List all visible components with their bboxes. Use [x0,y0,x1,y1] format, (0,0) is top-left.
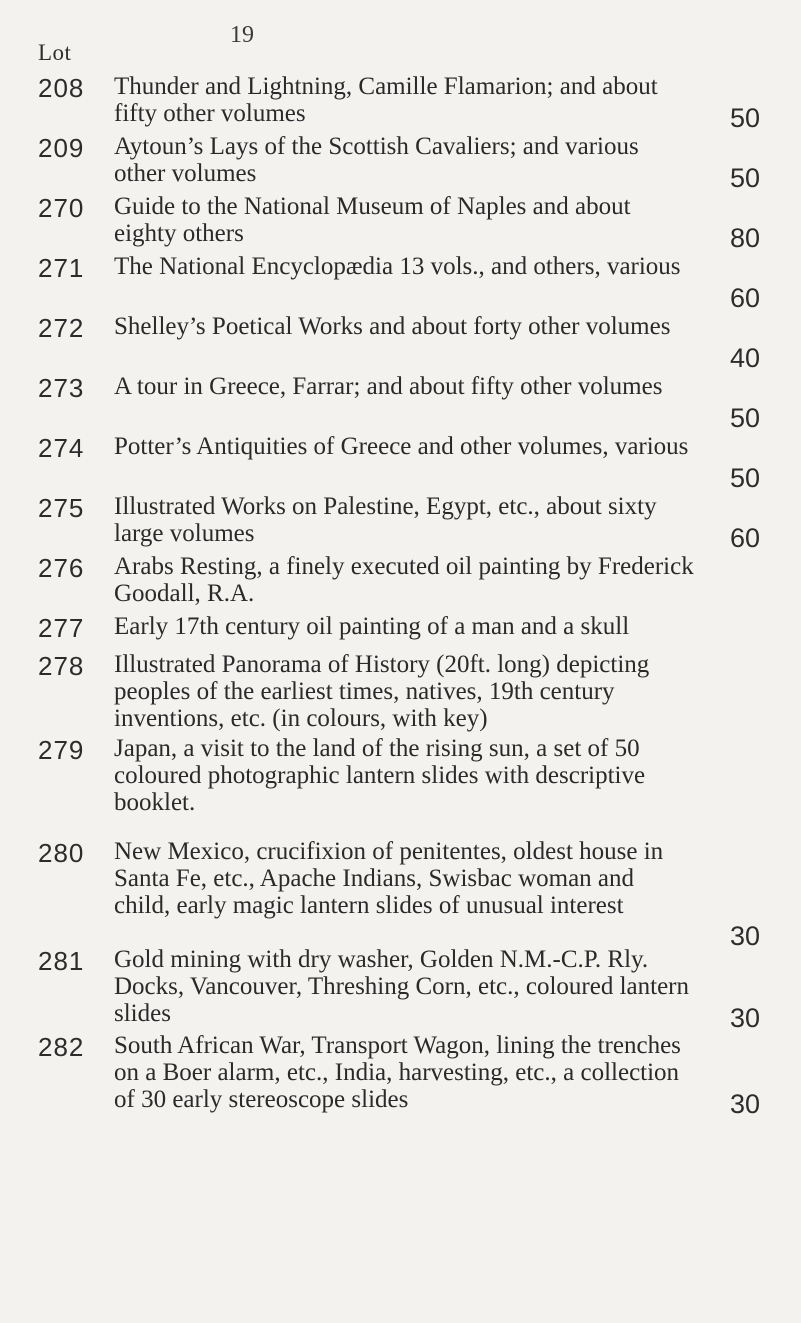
lot-number: 275 [38,493,85,523]
lot-description: Early 17th century oil painting of a man and a skull [114,613,630,640]
lot-number: 278 [38,651,85,681]
lot-price: 60 [730,283,761,313]
lot-description: New Mexico, crucifixion of penitentes, oldest house in Santa Fe, etc., Apache Indians, Swisbac woman and child, early magic lantern slides of unusual interest [114,838,664,919]
lot-description: Illustrated Works on Palestine, Egypt, etc., about sixty large volumes [114,493,657,547]
lot-number: 282 [38,1032,85,1062]
lot-description: Arabs Resting, a finely executed oil painting by Frederick Goodall, R.A. [114,553,694,607]
lot-number: 270 [38,193,85,223]
lot-price: 30 [730,1003,761,1033]
lot-description: Guide to the National Museum of Naples and about eighty others [114,193,631,247]
lot-price: 50 [730,403,761,433]
lot-number: 209 [38,133,85,163]
lot-description: A tour in Greece, Farrar; and about fifty other volumes [114,373,663,400]
lot-number: 281 [38,946,85,976]
lot-description: Potter’s Antiquities of Greece and other volumes, various [114,433,689,460]
lot-description: Japan, a visit to the land of the rising sun, a set of 50 coloured photographic lantern slides with descriptive booklet. [114,735,646,816]
lot-column-header: Lot [38,40,72,65]
lot-number: 276 [38,553,85,583]
lot-description: Aytoun’s Lays of the Scottish Cavaliers; and various other volumes [114,133,639,187]
lot-price: 60 [730,523,761,553]
lot-number: 277 [38,613,85,643]
lot-description: South African War, Transport Wagon, lining the trenches on a Boer alarm, etc., India, harvesting, etc., a collection of 30 early stereoscope slides [114,1032,681,1113]
lot-number: 208 [38,73,85,103]
lot-price: 80 [730,223,761,253]
lot-price: 30 [730,921,761,951]
lot-number: 279 [38,735,85,765]
lot-number: 280 [38,838,85,868]
lot-description: Gold mining with dry washer, Golden N.M.-C.P. Rly. Docks, Vancouver, Threshing Corn, etc., coloured lantern slides [114,946,689,1027]
lot-description: The National Encyclopædia 13 vols., and others, various [114,253,681,280]
lot-number: 272 [38,313,85,343]
lot-price: 50 [730,103,761,133]
lot-price: 40 [730,343,761,373]
lot-number: 273 [38,373,85,403]
page-number: 19 [230,22,254,48]
lot-description: Thunder and Lightning, Camille Flamarion; and about fifty other volumes [114,73,658,127]
lot-description: Shelley’s Poetical Works and about forty other volumes [114,313,671,340]
lot-price: 50 [730,463,761,493]
lot-price: 50 [730,163,761,193]
lot-number: 274 [38,433,85,463]
lot-description: Illustrated Panorama of History (20ft. long) depicting peoples of the earliest times, natives, 19th century inventions, etc. (in colours, with key) [114,651,650,732]
lot-number: 271 [38,253,85,283]
lot-price: 30 [730,1089,761,1119]
